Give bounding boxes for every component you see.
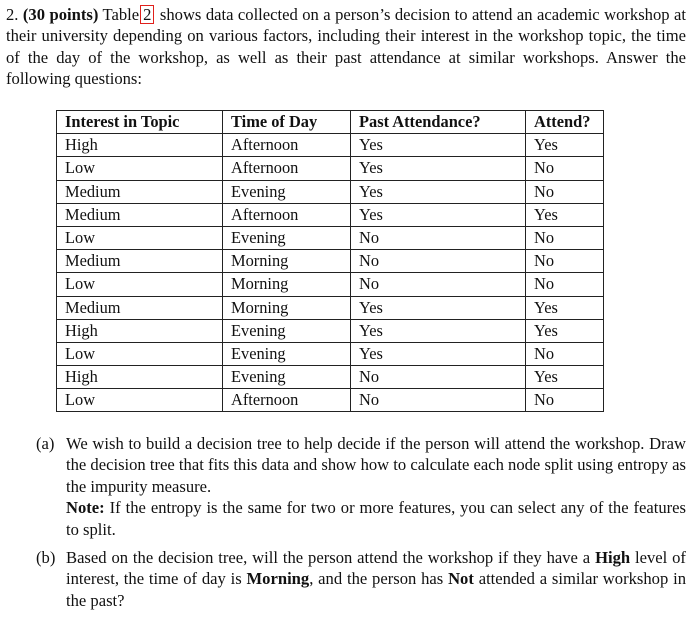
- part-a: [36, 433, 686, 540]
- cell-attend: No: [526, 180, 604, 203]
- cell-attend: Yes: [526, 366, 604, 389]
- cell-past-attendance: No: [351, 273, 526, 296]
- part-b-not: Not: [448, 569, 474, 589]
- cell-time: Afternoon: [223, 134, 351, 157]
- table-row: [57, 296, 604, 319]
- table-row: [57, 180, 604, 203]
- header-attend: Attend?: [526, 111, 604, 134]
- table-row: [57, 273, 604, 296]
- table-body: [57, 134, 604, 412]
- part-a-text: We wish to build a decision tree to help decide if the person will attend the workshop. Draw the decision tree that fits this data and show how to calculate each node split using entropy as the impurity measure.: [66, 434, 686, 496]
- cell-past-attendance: No: [351, 389, 526, 412]
- part-b-text-2: level of interest, the time of day is: [66, 548, 686, 589]
- cell-past-attendance: Yes: [351, 342, 526, 365]
- cell-interest: Low: [57, 273, 223, 296]
- part-a-body: [66, 433, 686, 540]
- part-b-text-4: attended a similar workshop in the past?: [66, 569, 686, 610]
- cell-interest: Low: [57, 389, 223, 412]
- cell-time: Evening: [223, 342, 351, 365]
- cell-attend: Yes: [526, 296, 604, 319]
- table-row: [57, 157, 604, 180]
- cell-time: Morning: [223, 273, 351, 296]
- cell-interest: High: [57, 134, 223, 157]
- table-row: [57, 319, 604, 342]
- cell-past-attendance: Yes: [351, 319, 526, 342]
- intro-text: shows data collected on a person’s decision to attend an academic workshop at their university depending on various factors, including their interest in the workshop topic, the time of the day of the workshop, as well as their past attendance at similar workshops. Answer the following questions:: [6, 5, 686, 89]
- cell-interest: Medium: [57, 180, 223, 203]
- data-table: [56, 110, 604, 412]
- cell-attend: Yes: [526, 134, 604, 157]
- cell-past-attendance: No: [351, 366, 526, 389]
- cell-past-attendance: Yes: [351, 180, 526, 203]
- part-b-high: High: [595, 548, 631, 568]
- cell-time: Evening: [223, 366, 351, 389]
- header-interest: Interest in Topic: [57, 111, 223, 134]
- question-number: 2.: [6, 5, 19, 24]
- problem-intro: [6, 4, 686, 90]
- part-b-text-3: , and the person has: [309, 569, 444, 589]
- cell-attend: No: [526, 226, 604, 249]
- cell-interest: Low: [57, 226, 223, 249]
- part-b-text-1: Based on the decision tree, will the person attend the workshop if they have a: [66, 548, 591, 568]
- cell-attend: No: [526, 273, 604, 296]
- table-row: [57, 226, 604, 249]
- cell-past-attendance: No: [351, 226, 526, 249]
- part-b: [36, 547, 686, 611]
- table-row: [57, 366, 604, 389]
- note-text: If the entropy is the same for two or more features, you can select any of the features to split.: [66, 498, 686, 539]
- cell-interest: High: [57, 366, 223, 389]
- cell-time: Afternoon: [223, 157, 351, 180]
- table-reference-link[interactable]: 2: [140, 5, 154, 24]
- cell-time: Evening: [223, 226, 351, 249]
- table-header-row: [57, 111, 604, 134]
- cell-attend: Yes: [526, 203, 604, 226]
- cell-past-attendance: No: [351, 250, 526, 273]
- cell-time: Morning: [223, 250, 351, 273]
- cell-interest: Low: [57, 157, 223, 180]
- part-b-body: [66, 547, 686, 611]
- note-label: Note:: [66, 498, 105, 518]
- cell-time: Evening: [223, 319, 351, 342]
- part-b-label: (b): [36, 548, 56, 568]
- table-row: [57, 389, 604, 412]
- question-parts: [36, 433, 686, 618]
- cell-interest: Medium: [57, 203, 223, 226]
- cell-time: Afternoon: [223, 389, 351, 412]
- cell-interest: Medium: [57, 296, 223, 319]
- table-row: [57, 250, 604, 273]
- cell-past-attendance: Yes: [351, 203, 526, 226]
- header-time: Time of Day: [223, 111, 351, 134]
- cell-past-attendance: Yes: [351, 134, 526, 157]
- points-label: (30 points): [22, 5, 99, 24]
- cell-attend: No: [526, 250, 604, 273]
- cell-attend: Yes: [526, 319, 604, 342]
- cell-attend: No: [526, 389, 604, 412]
- part-b-morning: Morning: [246, 569, 310, 589]
- part-a-label: (a): [36, 434, 55, 453]
- cell-past-attendance: Yes: [351, 296, 526, 319]
- cell-interest: Low: [57, 342, 223, 365]
- header-past-attendance: Past Attendance?: [351, 111, 526, 134]
- cell-interest: Medium: [57, 250, 223, 273]
- problem-statement: [6, 4, 686, 90]
- table-row: [57, 134, 604, 157]
- cell-time: Evening: [223, 180, 351, 203]
- intro-text-start: Table: [102, 5, 140, 24]
- cell-attend: No: [526, 342, 604, 365]
- cell-time: Morning: [223, 296, 351, 319]
- cell-time: Afternoon: [223, 203, 351, 226]
- table-row: [57, 342, 604, 365]
- table-row: [57, 203, 604, 226]
- cell-past-attendance: Yes: [351, 157, 526, 180]
- cell-interest: High: [57, 319, 223, 342]
- cell-attend: No: [526, 157, 604, 180]
